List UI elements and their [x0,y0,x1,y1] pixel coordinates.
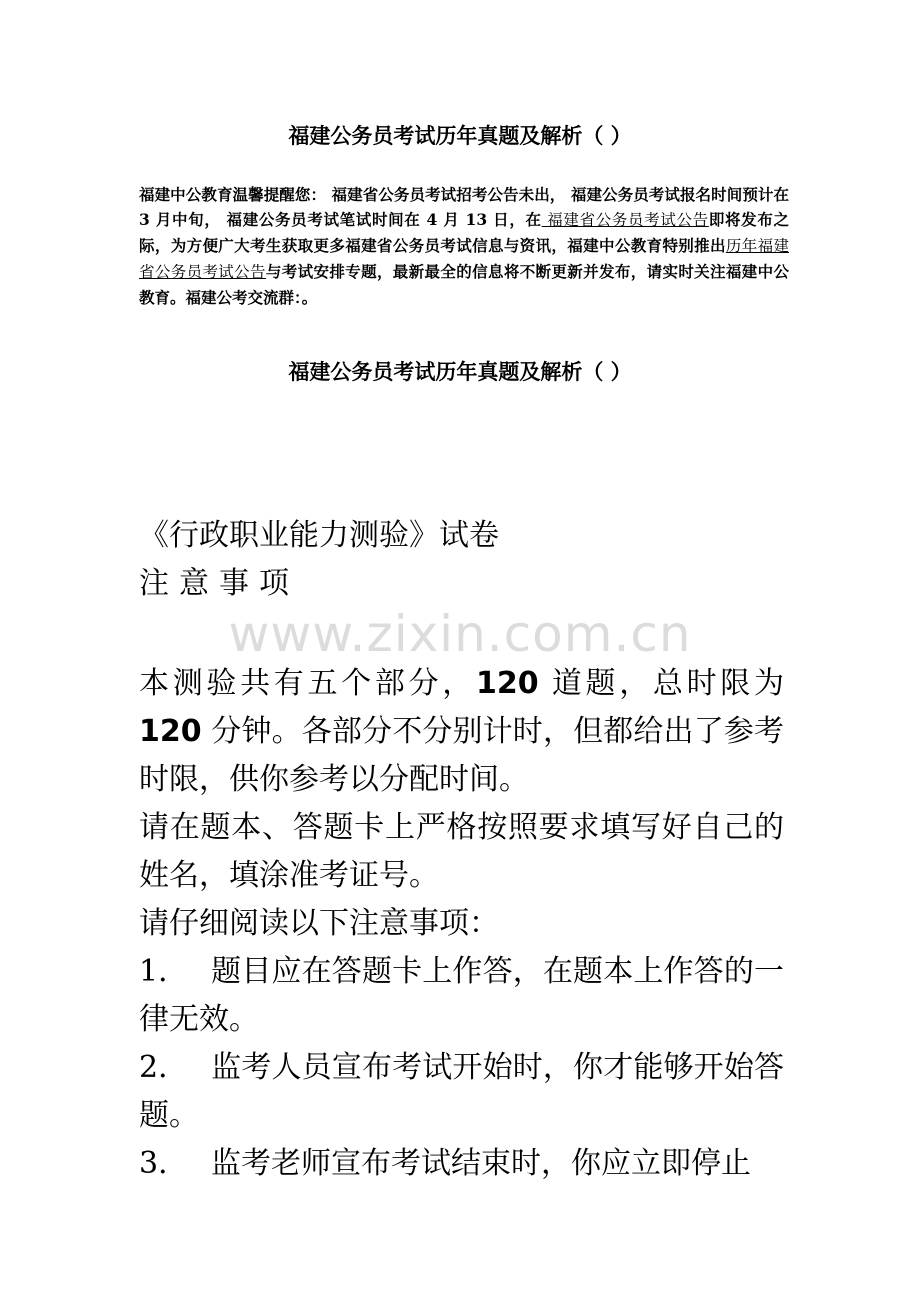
instruction-paragraph-1: 本测验共有五个部分，120 道题，总时限为 120 分钟。各部分不分别计时，但都给出了参考时限，供你参考以分配时间。 [139,666,785,797]
watermark: www.zixin.com.cn [228,605,692,663]
time-limit: 120 [139,714,202,749]
item-index: 3． [139,1146,189,1181]
list-item [139,1044,784,1140]
fujian-exam-announcement-link[interactable]: 福建省公务员考试公告 [541,211,709,229]
instruction-paragraph-3: 请仔细阅读以下注意事项： [139,906,499,941]
notice-intro: 福建中公教育温馨提醒您： 福建省公务员考试招考公告未出， 福建公务员考试报名时间预计在 3 月中旬， 福建公务员考试笔试时间在 4 月 13 日，在 [139,185,789,229]
document-title: 福建公务员考试历年真题及解析（ ） [288,123,632,148]
past-announcements-link[interactable]: 历年福建省公务员考试公告 [139,237,789,281]
list-item [139,1140,784,1188]
item-text: 题目应在答题卡上作答，在题本上作答的一律无效。 [139,954,784,1037]
document-subtitle: 福建公务员考试历年真题及解析（ ） [288,359,632,384]
item-text: 监考老师宣布考试结束时，你应立即停止 [211,1146,751,1181]
item-index: 2． [139,1050,189,1085]
reminder-notice [139,182,789,310]
item-text: 监考人员宣布考试开始时，你才能够开始答题。 [139,1050,784,1133]
instruction-paragraph-2: 请在题本、答题卡上严格按照要求填写好自己的姓名，填涂准考证号。 [139,810,784,893]
notice-end: 与考试安排专题，最新最全的信息将不断更新并发布，请实时关注福建中公教育。福建公考交流群：。 [139,262,789,307]
notice-middle: 即将发布之际，为方便广大考生获取更多福建省公务员考试信息与资讯，福建中公教育特别推出 [139,210,789,255]
exam-paper-title: 《行政职业能力测验》试卷 [139,518,499,553]
list-item [139,948,784,1044]
exam-instructions [139,660,784,1188]
question-count: 120 [475,666,539,701]
notes-heading: 注意事项 [139,566,299,601]
item-index: 1． [139,954,189,989]
